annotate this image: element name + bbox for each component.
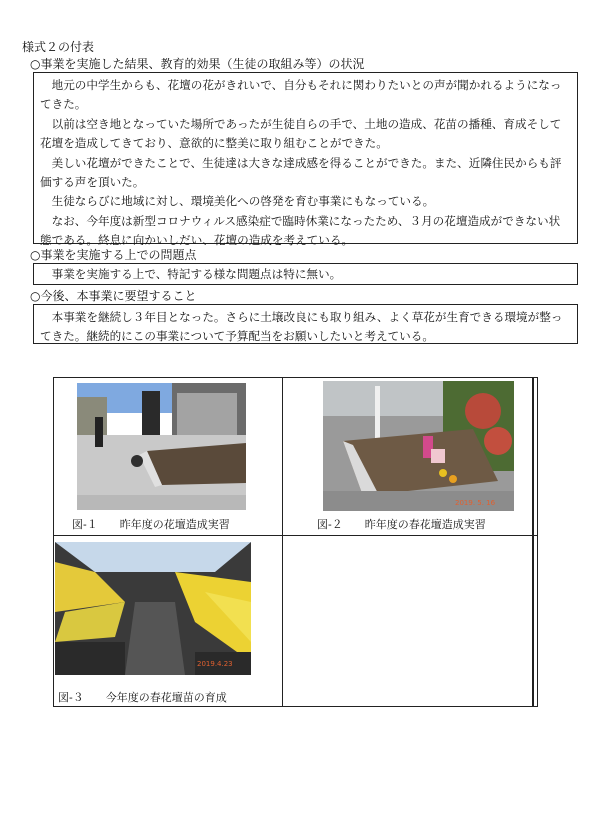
section-1-heading: ○事業を実施した結果、教育的効果（生徒の取組み等）の状況 xyxy=(30,57,365,71)
section-2-heading: ○事業を実施する上での問題点 xyxy=(30,248,197,262)
section-1-box xyxy=(33,72,578,248)
section-1-paragraph: 美しい花壇ができたことで、生徒達は大きな達成感を得ることができた。また、近隣住民からも評価する声を頂いた。 xyxy=(40,155,562,190)
section-3-heading: ○今後、本事業に要望すること xyxy=(30,289,197,303)
section-1-paragraph: 以前は空き地となっていた場所であったが生徒自らの手で、土地の造成、花苗の播種、育成そして花壇を造成してきており、意欲的に整美に取り組むことができた。 xyxy=(40,116,562,151)
section-3-box xyxy=(33,304,578,344)
section-1-paragraph: なお、今年度は新型コロナウィルス感染症で臨時休業になったため、３月の花壇造成ができない状態である。終息に向かいしだい、花壇の造成を考えている。 xyxy=(40,213,561,248)
photo-2-caption: 図-２ 昨年度の春花壇造成実習 xyxy=(317,518,486,531)
section-3-paragraph: 本事業を継続し３年目となった。さらに土壌改良にも取り組み、よく草花が生育できる環境が整ってきた。継続的にこの事業について予算配当をお願いしたいと考えている。 xyxy=(40,310,563,344)
photo-2-image xyxy=(323,381,514,511)
section-1-paragraph: 生徒ならびに地域に対し、環境美化への啓発を育む事業にもなっている。 xyxy=(51,194,435,209)
table-divider xyxy=(53,535,538,536)
photo-3 xyxy=(55,542,251,675)
form-title: 様式２の付表 xyxy=(22,40,95,54)
section-2-box xyxy=(33,263,578,285)
table-divider xyxy=(282,377,283,707)
photo-1-caption: 図-１ 昨年度の花壇造成実習 xyxy=(72,518,230,531)
photo-2-date-stamp: 2019. 5. 16 xyxy=(455,499,496,507)
photo-3-date-stamp: 2019.4.23 xyxy=(197,660,233,668)
photo-1-image xyxy=(77,383,246,510)
photo-3-image xyxy=(55,542,251,675)
table-border xyxy=(532,377,534,707)
section-1-paragraph: 地元の中学生からも、花壇の花がきれいで、自分もそれに関わりたいとの声が聞かれるようになってきた。 xyxy=(40,78,562,112)
photo-1 xyxy=(77,383,246,510)
photo-2 xyxy=(323,381,514,511)
section-2-paragraph: 事業を実施する上で、特記する様な問題点は特に無い。 xyxy=(51,267,342,281)
photo-3-caption: 図-３ 今年度の春花壇苗の育成 xyxy=(58,691,227,704)
